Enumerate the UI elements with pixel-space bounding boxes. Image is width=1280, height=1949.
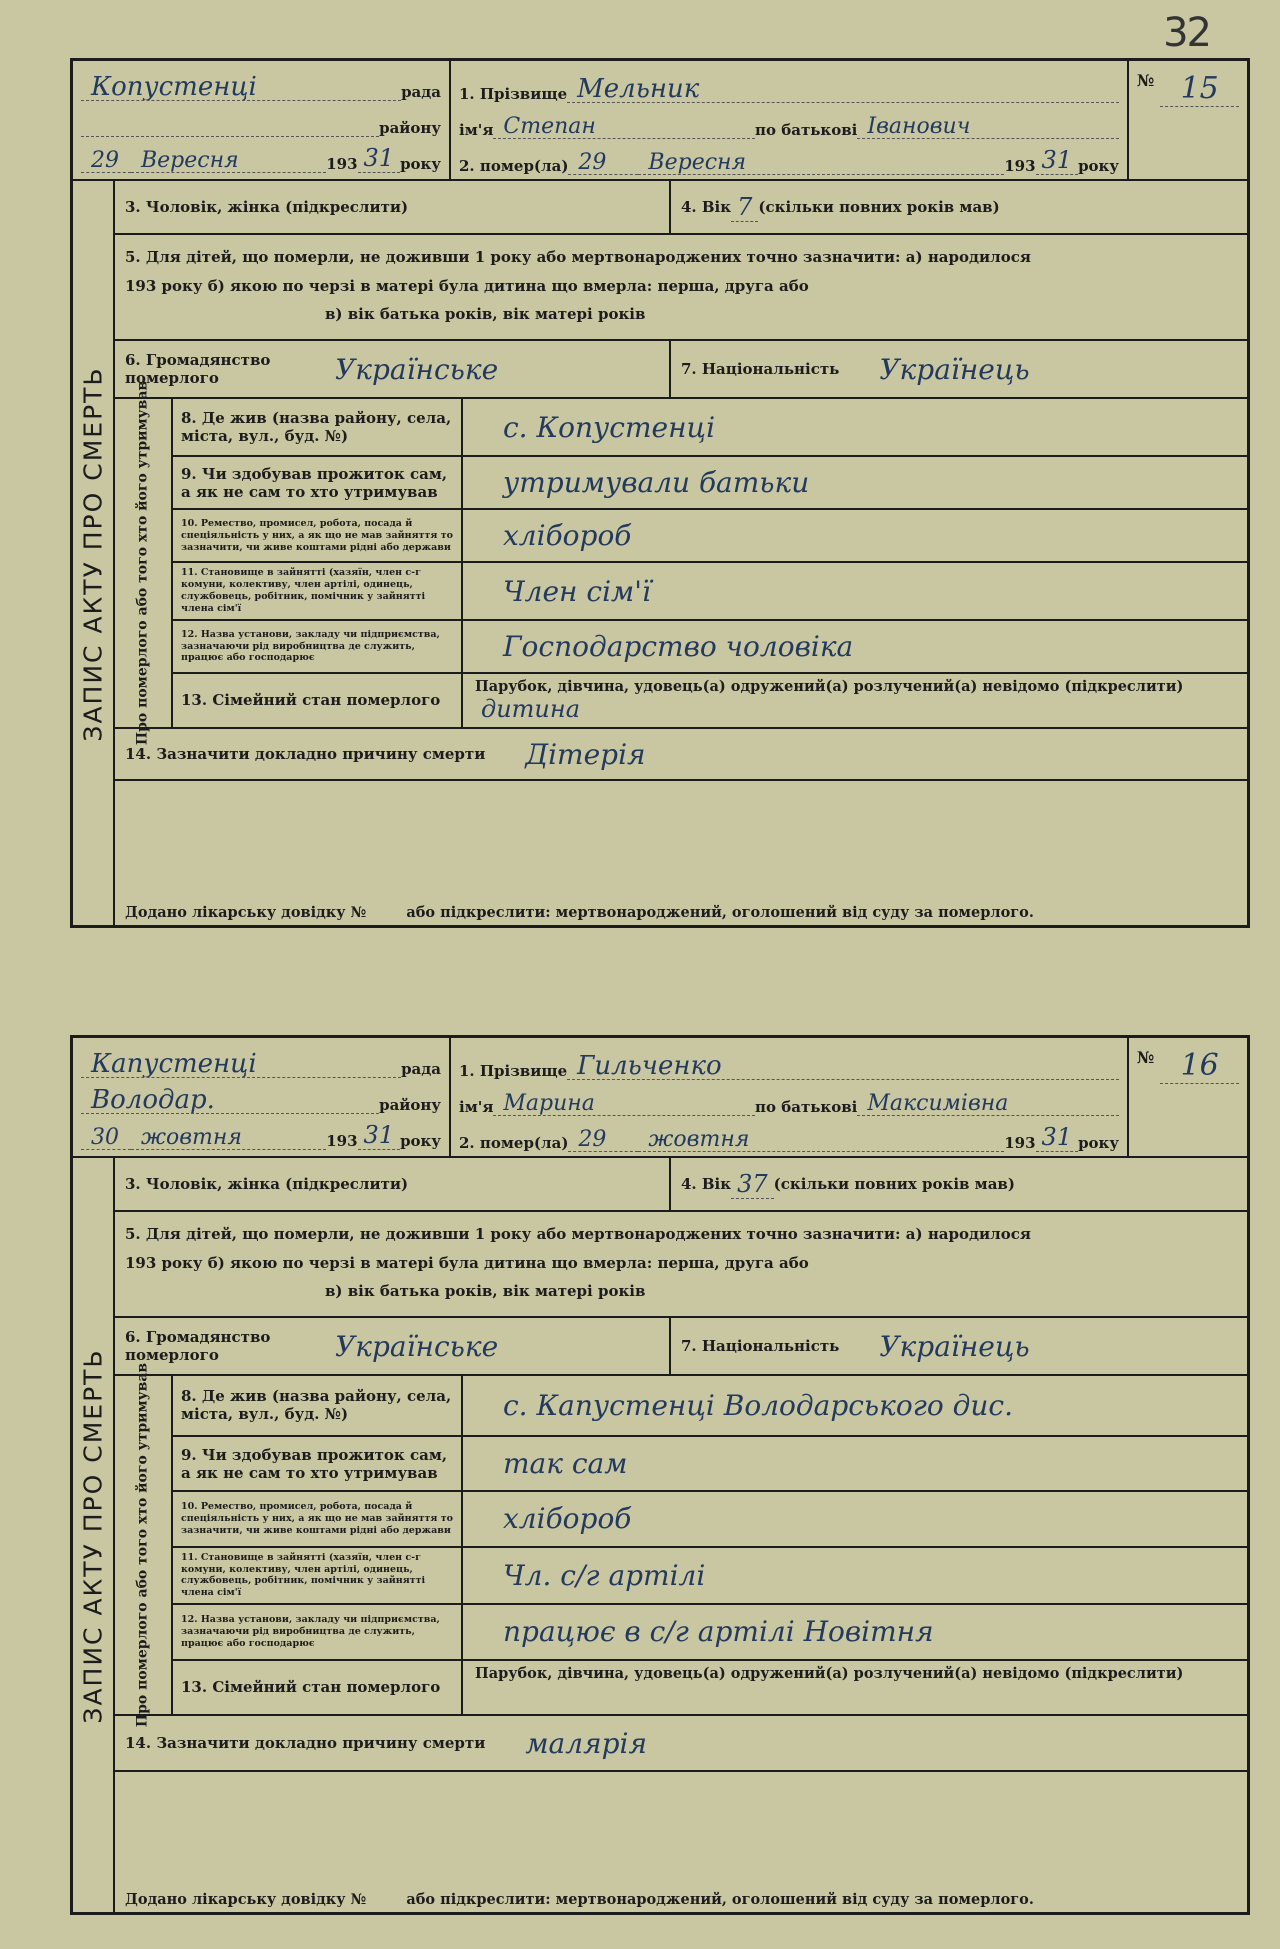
village-value: Копустенці <box>81 74 401 101</box>
occupation-value: хлібороб <box>503 1502 632 1536</box>
age-value: 37 <box>731 1170 774 1199</box>
village-value: Капустенці <box>81 1051 401 1078</box>
footer-label: Додано лікарську довідку № <box>125 904 367 921</box>
group-vertical-label: Про померлого або того хто його утримував <box>115 1376 173 1714</box>
occupation-label: 10. Ремество, промисел, робота, посада й спеціяльність у них, а як що не мав зайняття то зазначити, чи живе коштами рідні або держави <box>173 1492 463 1545</box>
residence-value: с. Капустенці Володарського дис. <box>503 1388 1014 1422</box>
footer-label: Додано лікарську довідку № <box>125 1891 367 1908</box>
patronymic-label: по батькові <box>755 121 858 139</box>
death-day: 29 <box>568 1129 638 1152</box>
reg-month: Вересня <box>131 150 326 173</box>
cause-value: малярія <box>525 1726 648 1760</box>
year-prefix: 193 <box>326 1132 358 1150</box>
nationality-value: Українець <box>879 1329 1030 1363</box>
institution-label: 12. Назва установи, закладу чи підприємства, зазначаючи рід виробництва де служить, працює або господарює <box>173 1605 463 1658</box>
reg-day: 29 <box>81 150 131 173</box>
death-record-2 <box>70 1035 1250 1915</box>
rada-label: рада <box>401 83 441 101</box>
record-number: 15 <box>1160 71 1239 107</box>
footer-note: або підкреслити: мертвонароджений, оголошений від суду за померлого. <box>406 1891 1034 1908</box>
patronymic-value: Максимівна <box>857 1093 1119 1116</box>
name-label: ім'я <box>459 121 494 139</box>
death-month: жовтня <box>638 1129 1004 1152</box>
marital-options: Парубок, дівчина, удовець(а) одружений(а) розлучений(а) невідомо (підкреслити) <box>475 677 1184 695</box>
death-day: 29 <box>568 152 638 175</box>
status-label: 11. Становище в зайнятті (хазяїн, член с-г комуни, колективу, член артілі, одинець, службовець, робітник, помічник у зайнятті члена сім'ї <box>173 1548 463 1604</box>
infants-section: 5. Для дітей, що померли, не доживши 1 року або мертвонароджених точно зазначити: а) народилося 193 року б) якою по черзі в матері була дитина що вмерла: перша, друга або в) вік батька років, вік матері років <box>125 1225 1031 1300</box>
infants-section: 5. Для дітей, що померли, не доживши 1 року або мертвонароджених точно зазначити: а) народилося 193 року б) якою по черзі в матері була дитина що вмерла: перша, друга або в) вік батька років, вік матері років <box>125 248 1031 323</box>
nationality-label: 7. Національність <box>681 1337 840 1355</box>
nationality-value: Українець <box>879 352 1030 386</box>
number-label: № <box>1137 1048 1155 1067</box>
occupation-label: 10. Ремество, промисел, робота, посада й спеціяльність у них, а як що не мав зайняття то зазначити, чи живе коштами рідні або держави <box>173 510 463 561</box>
status-value: Член сім'ї <box>503 574 651 608</box>
institution-value: Господарство чоловіка <box>503 629 854 663</box>
age-value: 7 <box>731 193 758 222</box>
vertical-title: ЗАПИС АКТУ ПРО СМЕРТЬ <box>73 1158 115 1914</box>
record-number: 16 <box>1160 1048 1239 1084</box>
citizenship-value: Українське <box>335 1329 499 1363</box>
district-value: Володар. <box>81 1087 379 1114</box>
death-year: 31 <box>1036 146 1079 175</box>
death-month: Вересня <box>638 152 1004 175</box>
citizenship-label: 6. Громадянство померлого <box>125 351 271 387</box>
cause-label: 14. Зазначити докладно причину смерти <box>125 745 486 763</box>
death-date-label: 2. помер(ла) <box>459 157 569 175</box>
livelihood-label: 9. Чи здобував прожиток сам, а як не сам то хто утримував <box>173 457 463 508</box>
status-label: 11. Становище в зайнятті (хазяїн, член с-г комуни, колективу, член артілі, одинець, службовець, робітник, помічник у зайнятті члена сім'ї <box>173 563 463 619</box>
citizenship-value: Українське <box>335 352 499 386</box>
patronymic-label: по батькові <box>755 1098 858 1116</box>
district-label: району <box>379 119 441 137</box>
reg-year: 31 <box>358 144 401 173</box>
residence-label: 8. Де жив (назва району, села, міста, вул., буд. №) <box>173 399 463 455</box>
year-label: року <box>400 1132 441 1150</box>
age-note: (скільки повних років мав) <box>758 198 1000 216</box>
livelihood-value: утримували батьки <box>503 466 810 500</box>
sex-label: 3. Чоловік, жінка (підкреслити) <box>115 181 671 233</box>
name-value: Степан <box>493 116 755 139</box>
livelihood-label: 9. Чи здобував прожиток сам, а як не сам то хто утримував <box>173 1437 463 1490</box>
year-prefix: 193 <box>1004 1134 1036 1152</box>
year-prefix: 193 <box>326 155 358 173</box>
name-value: Марина <box>493 1093 755 1116</box>
district-label: району <box>379 1096 441 1114</box>
age-note: (скільки повних років мав) <box>773 1175 1015 1193</box>
marital-label: 13. Сімейний стан померлого <box>173 1661 463 1714</box>
age-label: 4. Вік <box>681 1175 732 1193</box>
citizenship-label: 6. Громадянство померлого <box>125 1328 271 1364</box>
marital-options: Парубок, дівчина, удовець(а) одружений(а) розлучений(а) невідомо (підкреслити) <box>475 1664 1184 1682</box>
year-label: року <box>400 155 441 173</box>
district-value <box>81 136 379 137</box>
name-label: ім'я <box>459 1098 494 1116</box>
status-value: Чл. с/г артілі <box>503 1558 706 1592</box>
residence-value: с. Копустенці <box>503 410 716 444</box>
reg-day: 30 <box>81 1127 131 1150</box>
group-vertical-label: Про померлого або того хто його утримував <box>115 399 173 727</box>
surname-value: Гильченко <box>567 1053 1119 1080</box>
surname-value: Мельник <box>567 76 1119 103</box>
death-year: 31 <box>1036 1123 1079 1152</box>
vertical-title: ЗАПИС АКТУ ПРО СМЕРТЬ <box>73 181 115 927</box>
reg-month: жовтня <box>131 1127 326 1150</box>
year-label: року <box>1078 1134 1119 1152</box>
cause-label: 14. Зазначити докладно причину смерти <box>125 1734 486 1752</box>
surname-label: 1. Прізвище <box>459 85 568 103</box>
number-label: № <box>1137 71 1155 90</box>
institution-label: 12. Назва установи, закладу чи підприємства, зазначаючи рід виробництва де служить, працює або господарює <box>173 621 463 672</box>
cause-value: Дітерія <box>525 737 646 771</box>
institution-value: працює в с/г артілі Новітня <box>503 1615 934 1649</box>
age-label: 4. Вік <box>681 198 732 216</box>
footer-note: або підкреслити: мертвонароджений, оголошений від суду за померлого. <box>406 904 1034 921</box>
surname-label: 1. Прізвище <box>459 1062 568 1080</box>
sex-label: 3. Чоловік, жінка (підкреслити) <box>115 1158 671 1210</box>
death-date-label: 2. помер(ла) <box>459 1134 569 1152</box>
year-prefix: 193 <box>1004 157 1036 175</box>
occupation-value: хлібороб <box>503 519 632 553</box>
marital-label: 13. Сімейний стан померлого <box>173 674 463 727</box>
year-label: року <box>1078 157 1119 175</box>
page-number: 32 <box>1163 10 1210 56</box>
reg-year: 31 <box>358 1121 401 1150</box>
rada-label: рада <box>401 1060 441 1078</box>
death-record-1 <box>70 58 1250 928</box>
residence-label: 8. Де жив (назва району, села, міста, вул., буд. №) <box>173 1376 463 1435</box>
patronymic-value: Іванович <box>857 116 1119 139</box>
marital-value: дитина <box>481 694 580 723</box>
nationality-label: 7. Національність <box>681 360 840 378</box>
livelihood-value: так сам <box>503 1447 628 1480</box>
